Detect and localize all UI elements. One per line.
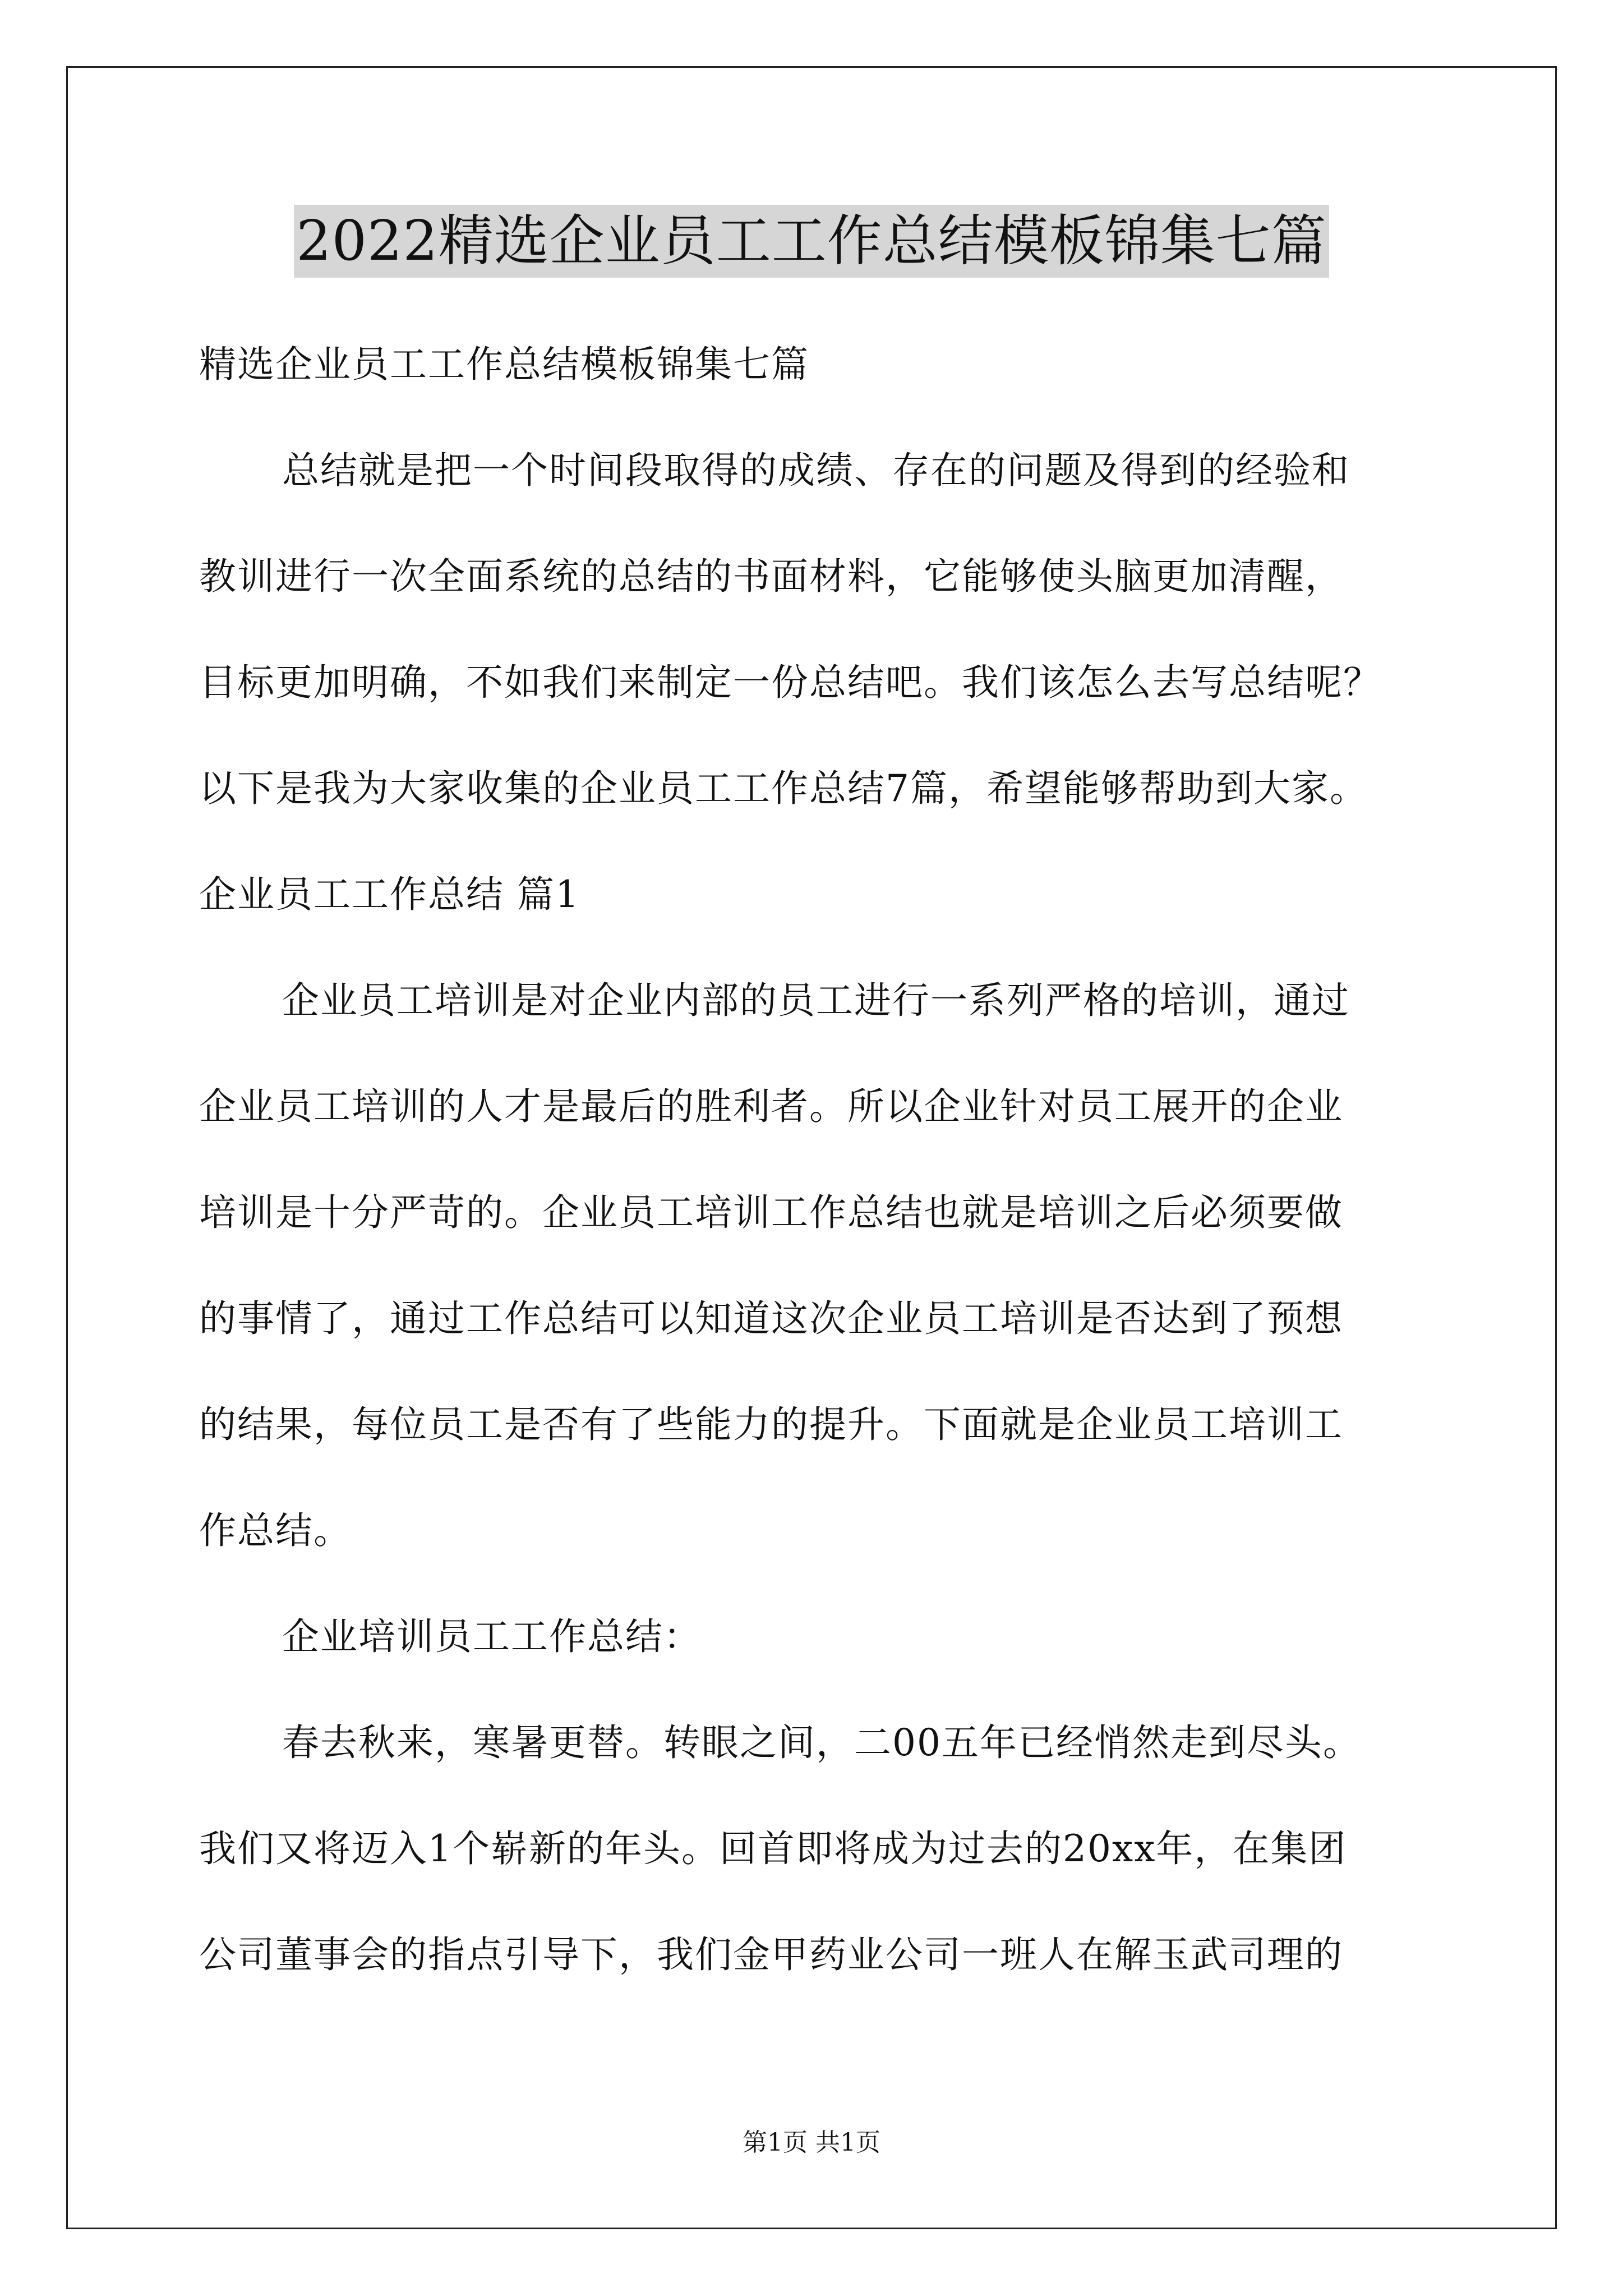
paragraph-line: 目标更加明确，不如我们来制定一份总结吧。我们该怎么去写总结呢？ xyxy=(199,661,1381,704)
subtitle-line: 精选企业员工工作总结模板锦集七篇 xyxy=(199,343,809,386)
document-body xyxy=(199,311,1438,2008)
paragraph-line: 企业培训员工工作总结： xyxy=(282,1615,702,1658)
paragraph-line: 企业员工培训的人才是最后的胜利者。所以企业针对员工展开的企业 xyxy=(199,1085,1343,1128)
paragraph-line: 以下是我为大家收集的企业员工工作总结7篇，希望能够帮助到大家。 xyxy=(199,767,1368,810)
paragraph-line: 总结就是把一个时间段取得的成绩、存在的问题及得到的经验和 xyxy=(282,449,1350,492)
paragraph-line: 培训是十分严苛的。企业员工培训工作总结也就是培训之后必须要做 xyxy=(199,1191,1343,1234)
paragraph-line: 春去秋来，寒暑更替。转眼之间，二00五年已经悄然走到尽头。 xyxy=(282,1721,1361,1764)
section-heading: 企业员工工作总结 篇1 xyxy=(199,873,580,916)
title-container xyxy=(0,205,1623,278)
page-number-footer: 第1页 共1页 xyxy=(743,2128,880,2157)
paragraph-line: 的事情了，通过工作总结可以知道这次企业员工培训是否达到了预想 xyxy=(199,1297,1343,1340)
document-title: 2022精选企业员工工作总结模板锦集七篇 xyxy=(294,205,1329,278)
paragraph-line: 企业员工培训是对企业内部的员工进行一系列严格的培训，通过 xyxy=(282,979,1350,1022)
paragraph-line: 教训进行一次全面系统的总结的书面材料，它能够使头脑更加清醒， xyxy=(199,555,1343,598)
paragraph-line: 的结果，每位员工是否有了些能力的提升。下面就是企业员工培训工 xyxy=(199,1403,1343,1446)
paragraph-line: 我们又将迈入1个崭新的年头。回首即将成为过去的20xx年，在集团 xyxy=(199,1827,1347,1870)
paragraph-line: 作总结。 xyxy=(199,1509,352,1552)
paragraph-line: 公司董事会的指点引导下，我们金甲药业公司一班人在解玉武司理的 xyxy=(199,1933,1343,1976)
